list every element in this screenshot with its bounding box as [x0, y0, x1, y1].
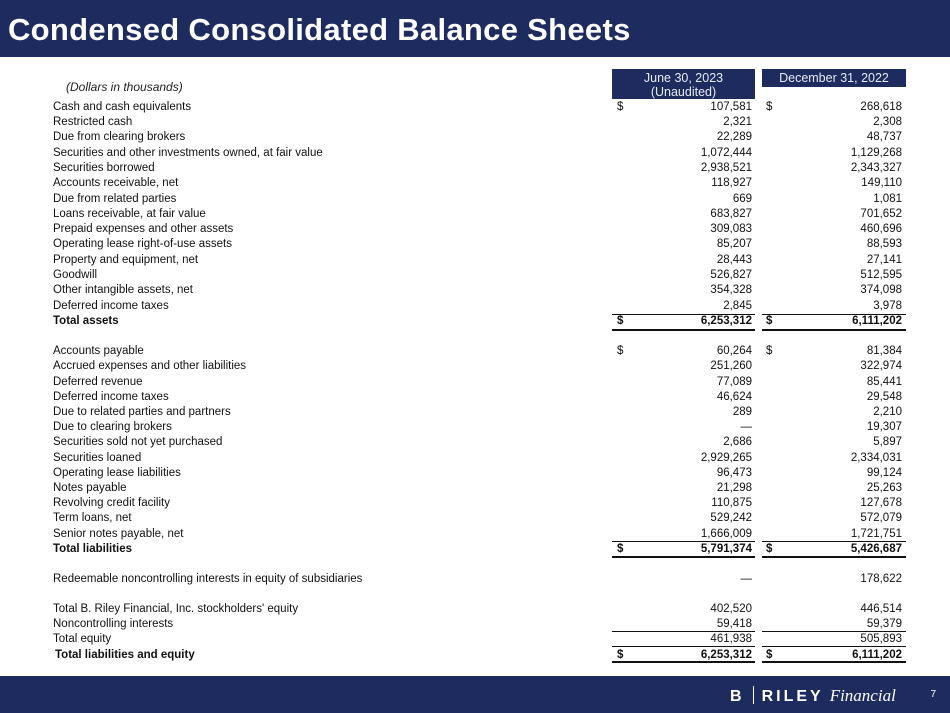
value-dec-2022: 2,343,327: [850, 162, 902, 174]
value-dec-2022: 1,081: [873, 193, 902, 205]
row-label: Prepaid expenses and other assets: [53, 223, 234, 235]
row-label: Total liabilities: [53, 543, 133, 555]
value-dec-2022: 374,098: [860, 284, 902, 296]
value-dec-2022: 85,441: [866, 376, 902, 388]
table-row: [0, 511, 950, 526]
table-row: [0, 253, 950, 268]
value-dec-2022: 19,307: [866, 421, 902, 433]
rule-line: [612, 541, 755, 542]
row-label: Accounts payable: [53, 345, 144, 357]
value-dec-2022: 178,622: [860, 573, 902, 585]
value-june-2023: 46,624: [716, 391, 752, 403]
row-label: Accounts receivable, net: [53, 177, 179, 189]
rule-line: [612, 662, 755, 663]
row-label: Securities and other investments owned, at fair value: [53, 147, 323, 159]
row-label: Securities sold not yet purchased: [53, 436, 223, 448]
row-label: Total assets: [53, 315, 119, 327]
table-row: [0, 466, 950, 481]
currency-symbol: $: [766, 315, 773, 327]
table-row: [0, 207, 950, 222]
value-dec-2022: 505,893: [860, 633, 902, 645]
value-june-2023: 2,929,265: [700, 452, 752, 464]
table-row: [0, 375, 950, 390]
value-dec-2022: 3,978: [873, 300, 902, 312]
row-label: Cash and cash equivalents: [53, 101, 192, 113]
rule-line: [612, 646, 755, 647]
row-label: Noncontrolling interests: [53, 618, 174, 630]
logo-riley: RILEY: [761, 688, 824, 705]
value-june-2023: 59,418: [716, 618, 752, 630]
currency-symbol: $: [766, 649, 773, 661]
rule-line: [612, 557, 755, 558]
table-row: [0, 222, 950, 237]
value-june-2023: 96,473: [716, 467, 752, 479]
units-note: (Dollars in thousands): [66, 80, 183, 94]
row-label: Securities loaned: [53, 452, 142, 464]
value-june-2023: 526,827: [710, 269, 752, 281]
row-label: Loans receivable, at fair value: [53, 208, 206, 220]
value-dec-2022: 27,141: [866, 254, 902, 266]
row-label: Redeemable noncontrolling interests in equity of subsidiaries: [53, 573, 363, 585]
row-label: Property and equipment, net: [53, 254, 199, 266]
value-june-2023: 289: [732, 406, 752, 418]
value-dec-2022: 6,111,202: [852, 315, 902, 327]
page-number: 7: [930, 689, 936, 700]
value-june-2023: 354,328: [710, 284, 752, 296]
value-dec-2022: 88,593: [866, 238, 902, 250]
rule-line: [612, 631, 755, 632]
table-row: [0, 632, 950, 647]
value-dec-2022: 81,384: [866, 345, 902, 357]
rule-line: [762, 631, 906, 632]
row-label: Deferred income taxes: [53, 391, 169, 403]
row-label: Senior notes payable, net: [53, 528, 184, 540]
column-header-line1: December 31, 2022: [779, 71, 889, 85]
value-june-2023: 2,845: [723, 300, 752, 312]
table-row: [0, 176, 950, 191]
table-row: [0, 314, 950, 329]
table-row: [0, 268, 950, 283]
value-june-2023: 21,298: [716, 482, 752, 494]
rule-line: [762, 330, 906, 331]
value-june-2023: 85,207: [716, 238, 752, 250]
table-row: [0, 496, 950, 511]
row-label: Notes payable: [53, 482, 127, 494]
table-row: [0, 481, 950, 496]
value-june-2023: 28,443: [716, 254, 752, 266]
value-dec-2022: 99,124: [866, 467, 902, 479]
column-header-line2: (Unaudited): [650, 85, 717, 99]
value-june-2023: 683,827: [710, 208, 752, 220]
value-dec-2022: 6,111,202: [852, 649, 902, 661]
table-row: [0, 192, 950, 207]
value-dec-2022: 29,548: [866, 391, 902, 403]
value-dec-2022: 2,210: [873, 406, 902, 418]
value-dec-2022: 572,079: [860, 512, 902, 524]
logo-divider: [753, 686, 754, 704]
row-label: Operating lease liabilities: [53, 467, 181, 479]
table-row: [0, 359, 950, 374]
value-june-2023: 2,321: [723, 116, 752, 128]
value-june-2023: 5,791,374: [700, 543, 752, 555]
value-june-2023: 6,253,312: [700, 649, 752, 661]
logo-b: B: [730, 688, 745, 705]
table-row: [0, 115, 950, 130]
row-label: Goodwill: [53, 269, 98, 281]
value-june-2023: 2,938,521: [700, 162, 752, 174]
value-dec-2022: 268,618: [860, 101, 902, 113]
table-row: [0, 130, 950, 145]
row-label: Due from related parties: [53, 193, 177, 205]
value-june-2023: 60,264: [716, 345, 752, 357]
row-label: Deferred income taxes: [53, 300, 169, 312]
value-dec-2022: 701,652: [860, 208, 902, 220]
table-row: [0, 405, 950, 420]
company-logo: [730, 686, 896, 706]
row-label: Total equity: [53, 633, 112, 645]
value-june-2023: —: [740, 573, 752, 585]
currency-symbol: $: [617, 649, 624, 661]
value-dec-2022: 149,110: [861, 177, 902, 189]
row-label: Revolving credit facility: [53, 497, 170, 509]
table-row: [0, 390, 950, 405]
currency-symbol: $: [766, 101, 773, 113]
rule-line: [762, 557, 906, 558]
table-row: [0, 299, 950, 314]
value-june-2023: 107,581: [710, 101, 752, 113]
value-june-2023: 309,083: [710, 223, 752, 235]
value-dec-2022: 322,974: [860, 360, 902, 372]
currency-symbol: $: [617, 543, 624, 555]
rule-line: [762, 541, 906, 542]
page-title: Condensed Consolidated Balance Sheets: [8, 12, 631, 47]
value-june-2023: 461,938: [710, 633, 752, 645]
value-dec-2022: 1,721,751: [850, 528, 902, 540]
table-row: [0, 237, 950, 252]
table-row: [0, 161, 950, 176]
row-label: Due to related parties and partners: [53, 406, 231, 418]
value-june-2023: 77,089: [716, 376, 752, 388]
value-june-2023: 6,253,312: [700, 315, 752, 327]
table-row: [0, 602, 950, 617]
row-label: Operating lease right-of-use assets: [53, 238, 232, 250]
currency-symbol: $: [617, 101, 624, 113]
value-dec-2022: 2,334,031: [850, 452, 902, 464]
row-label: Securities borrowed: [53, 162, 155, 174]
table-row: [0, 100, 950, 115]
table-row: [0, 451, 950, 466]
row-label: Total B. Riley Financial, Inc. stockholders' equity: [53, 603, 299, 615]
value-june-2023: 118,927: [711, 177, 752, 189]
footer-bar: [0, 676, 950, 713]
table-row: [0, 283, 950, 298]
currency-symbol: $: [766, 543, 773, 555]
value-dec-2022: 127,678: [860, 497, 902, 509]
table-row: [0, 527, 950, 542]
row-label: Due to clearing brokers: [53, 421, 172, 433]
rule-line: [762, 646, 906, 647]
value-dec-2022: 512,595: [860, 269, 902, 281]
rule-line: [612, 314, 755, 315]
value-june-2023: 402,520: [710, 603, 752, 615]
value-dec-2022: 5,426,687: [850, 543, 902, 555]
rule-line: [762, 662, 906, 663]
column-header-line1: June 30, 2023: [643, 71, 724, 85]
table-row: [0, 420, 950, 435]
value-dec-2022: 59,379: [866, 618, 902, 630]
row-label: Total liabilities and equity: [55, 649, 195, 661]
title-bar: [0, 0, 950, 57]
currency-symbol: $: [617, 345, 624, 357]
value-june-2023: 1,666,009: [700, 528, 752, 540]
rule-line: [762, 314, 906, 315]
value-dec-2022: 2,308: [873, 116, 902, 128]
row-label: Deferred revenue: [53, 376, 143, 388]
value-dec-2022: 446,514: [860, 603, 902, 615]
table-row: [0, 617, 950, 632]
table-row: [0, 146, 950, 161]
value-dec-2022: 1,129,268: [850, 147, 902, 159]
value-june-2023: 2,686: [723, 436, 752, 448]
value-dec-2022: 5,897: [873, 436, 902, 448]
logo-financial: Financial: [829, 686, 896, 705]
table-row: [0, 435, 950, 450]
row-label: Accrued expenses and other liabilities: [53, 360, 247, 372]
column-header-june-2023: [612, 69, 755, 99]
value-june-2023: 1,072,444: [700, 147, 752, 159]
column-header-dec-2022: [762, 69, 906, 87]
value-june-2023: 669: [732, 193, 752, 205]
rule-line: [612, 330, 755, 331]
row-label: Other intangible assets, net: [53, 284, 193, 296]
table-row: [0, 572, 950, 587]
value-june-2023: 22,289: [716, 131, 752, 143]
row-label: Due from clearing brokers: [53, 131, 186, 143]
table-row: [0, 344, 950, 359]
value-dec-2022: 25,263: [866, 482, 902, 494]
value-june-2023: —: [740, 421, 752, 433]
value-june-2023: 110,875: [711, 497, 752, 509]
currency-symbol: $: [766, 345, 773, 357]
value-dec-2022: 48,737: [866, 131, 902, 143]
row-label: Restricted cash: [53, 116, 133, 128]
row-label: Term loans, net: [53, 512, 132, 524]
table-row: [0, 542, 950, 557]
currency-symbol: $: [617, 315, 624, 327]
value-june-2023: 529,242: [710, 512, 752, 524]
value-june-2023: 251,260: [710, 360, 752, 372]
value-dec-2022: 460,696: [860, 223, 902, 235]
